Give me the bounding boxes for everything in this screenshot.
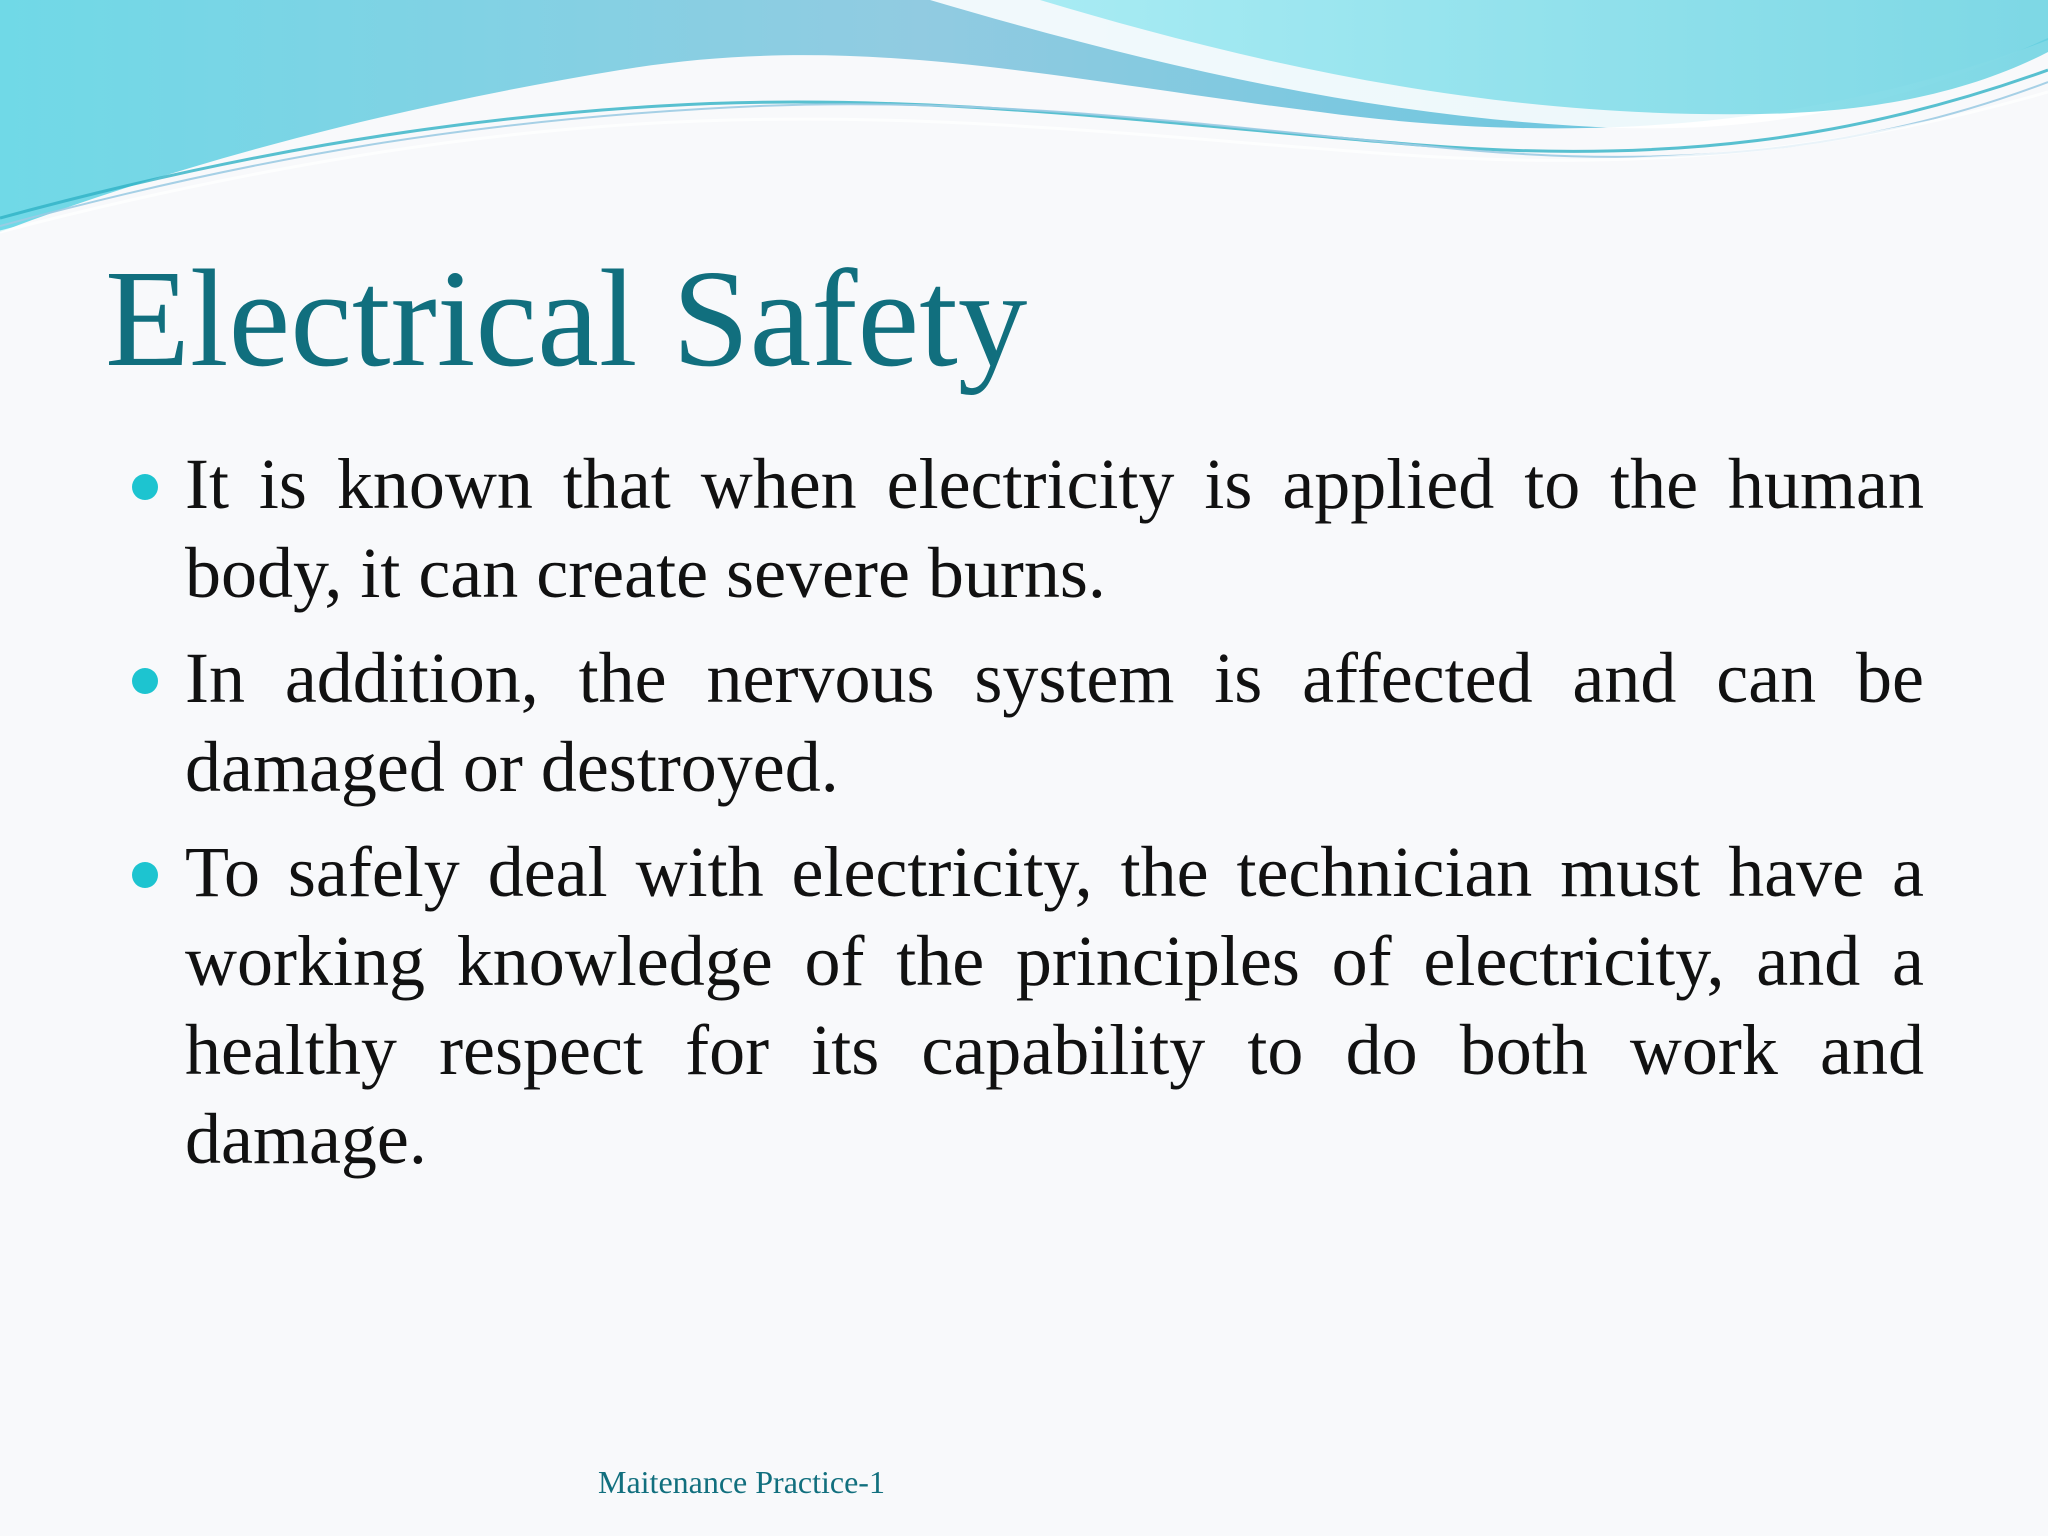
bullet-text: To safely deal with electricity, the technician must have a working knowledge of the principles of electricity, and a healthy respect for its capability to do both work and damage. bbox=[185, 832, 1924, 1179]
bullet-item-burns bbox=[132, 440, 1924, 618]
bullet-text: In addition, the nervous system is affected and can be damaged or destroyed. bbox=[185, 638, 1924, 807]
bullet-item-nervous-system bbox=[132, 634, 1924, 812]
header-wave-decoration bbox=[0, 0, 2048, 260]
bullet-dot-icon bbox=[132, 474, 158, 500]
bullet-list bbox=[132, 440, 1924, 1200]
footer-text: Maitenance Practice-1 bbox=[598, 1464, 885, 1500]
slide-title: Electrical Safety bbox=[105, 242, 1028, 396]
bullet-dot-icon bbox=[132, 668, 158, 694]
bullet-item-safety-knowledge bbox=[132, 828, 1924, 1184]
bullet-dot-icon bbox=[132, 862, 158, 888]
bullet-text: It is known that when electricity is applied to the human body, it can create severe burns. bbox=[185, 444, 1924, 613]
